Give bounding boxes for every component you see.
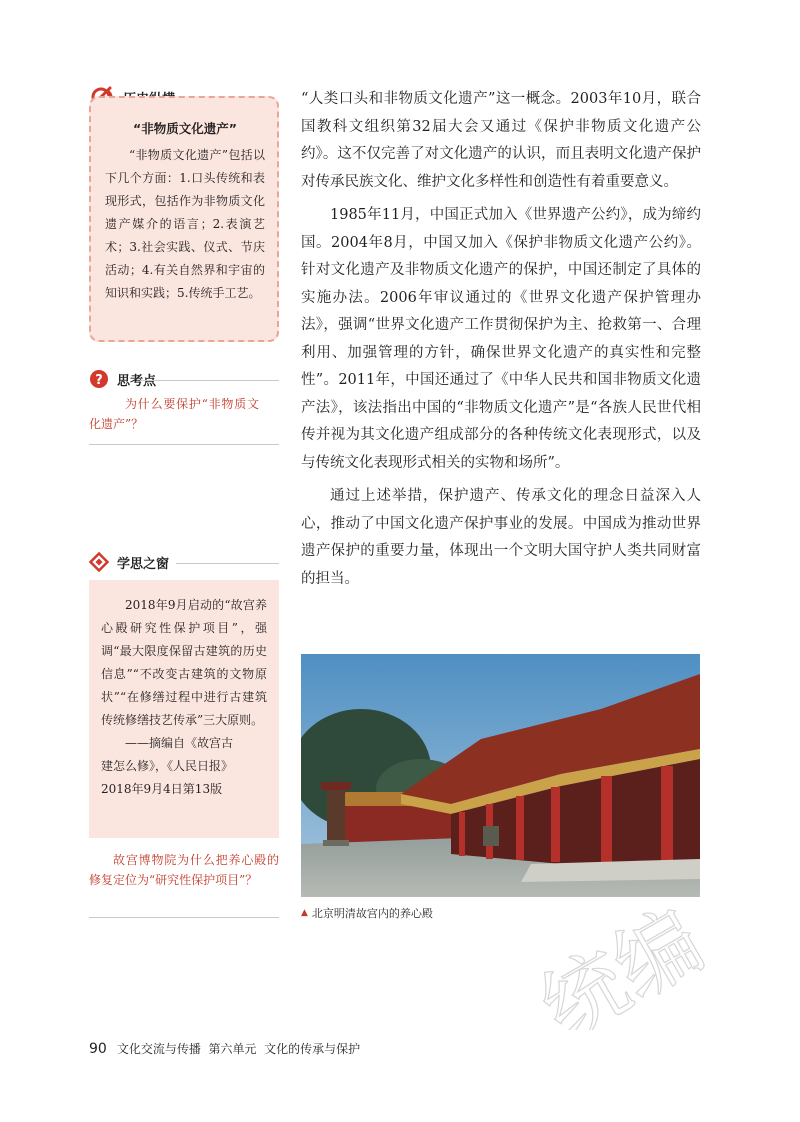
study-box [89, 580, 279, 838]
history-box [89, 96, 279, 342]
caption-triangle-icon: ▲ [301, 908, 308, 918]
figure-caption-text: 北京明清故宫内的养心殿 [311, 907, 433, 920]
study-bottom-rule [89, 917, 279, 918]
study-top-rule [176, 563, 279, 564]
study-heading-label: 学思之窗 [117, 556, 170, 572]
footer-unit: 第六单元 [208, 1042, 257, 1056]
watermark-text: 统编 [524, 890, 719, 1030]
think-heading-label: 思考点 [117, 373, 157, 389]
window-diamond-icon [89, 552, 109, 572]
watermark [500, 830, 740, 1034]
think-section-heading [89, 369, 156, 389]
main-text-column [301, 86, 701, 593]
question-mark-icon [89, 369, 109, 389]
study-source-line2: 建怎么修》，《人民日报》 [101, 759, 234, 773]
main-paragraph-2: 1985年11月，中国正式加入《世界遗产公约》，成为缔约国。2004年8月，中国又加入《保护非物质文化遗产公约》。针对文化遗产及非物质文化遗产的保护，中国还制定了具体的实施办法。2006年审议通过的《世界文化遗产保护管理办法》，强调“世界文化遗产工作贯彻保护为主、抢救第一、合理利用、加强管理的方针，确保世界文化遗产的真实性和完整性”。2011年，中国还通过了《中华人民共和国非物质文化遗产法》，该法指出中国的“非物质文化遗产”是“各族人民世代相传并视为其文化遗产组成部分的各种传统文化表现形式，以及与传统文化表现形式相关的实物和场所”。 [301, 207, 701, 471]
figure-caption [301, 905, 433, 921]
history-title: “非物质文化遗产” [133, 121, 237, 136]
footer-book-title: 文化交流与传播 [116, 1042, 201, 1056]
history-body: “非物质文化遗产”包括以下几个方面：1.口头传统和表现形式，包括作为非物质文化遗产媒介的语言；2.表演艺术；3.社会实践、仪式、节庆活动；4.有关自然界和宇宙的知识和实践；5.传统手工艺。 [105, 148, 265, 300]
page-number: 90 [89, 1040, 107, 1057]
study-body: 2018年9月启动的“故宫养心殿研究性保护项目”，强调“最大限度保留古建筑的历史信息”“不改变古建筑的文物原状”“在修缮过程中进行古建筑传统修缮技艺传承”三大原则。 [101, 598, 267, 727]
main-paragraph-1: “人类口头和非物质文化遗产”这一概念。2003年10月，联合国教科文组织第32届大会又通过《保护非物质文化遗产公约》。这不仅完善了对文化遗产的认识，而且表明文化遗产保护对传承民族文化、维护文化多样性和创造性有着重要意义。 [301, 91, 701, 190]
study-source-line3: 2018年9月4日第13版 [101, 782, 223, 796]
page-footer [89, 1040, 360, 1057]
think-bottom-rule [89, 444, 279, 445]
study-question: 故宫博物院为什么把养心殿的修复定位为“研究性保护项目”？ [89, 853, 279, 887]
think-question: 为什么要保护“非物质文化遗产”？ [89, 397, 259, 431]
main-paragraph-3: 通过上述举措，保护遗产、传承文化的理念日益深入人心，推动了中国文化遗产保护事业的发展。中国成为推动世界遗产保护的重要力量，体现出一个文明大国守护人类共同财富的担当。 [301, 488, 701, 587]
study-source-line1: ——摘编自《故宫古 [125, 736, 234, 750]
think-top-rule [140, 380, 279, 381]
footer-unit-title: 文化的传承与保护 [264, 1042, 361, 1056]
svg-text:?: ? [95, 373, 103, 388]
study-section-heading [89, 552, 169, 572]
